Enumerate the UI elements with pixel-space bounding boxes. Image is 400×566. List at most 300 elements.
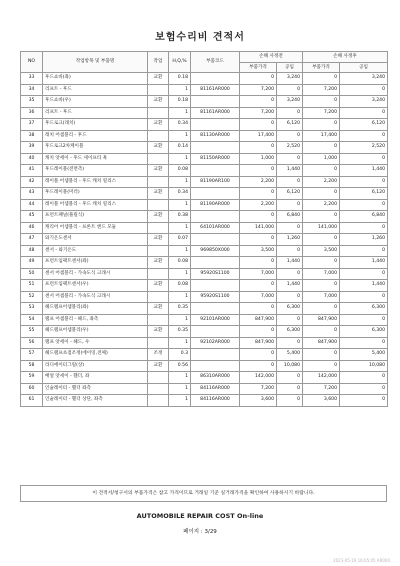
row-no: 58: [21, 360, 43, 372]
disclaimer-note: 이 견적서/청구서의 부품가격은 참고 가격이므로 거래일 기준 실거래가격을 확인하여 사용하시기 바랍니다.: [20, 485, 387, 502]
row-no: 46: [21, 222, 43, 234]
row-item: 센서 - 와기온도: [43, 245, 148, 257]
table-row: [21, 337, 388, 349]
row-after-part: 0: [303, 165, 340, 177]
row-no: 39: [21, 142, 43, 154]
row-before-labor: 0: [277, 84, 303, 96]
row-before-labor: 0: [277, 291, 303, 303]
header-code: 부품코드: [191, 52, 240, 73]
row-code: [191, 142, 240, 154]
row-no: 47: [21, 234, 43, 246]
row-no: 34: [21, 84, 43, 96]
document-title: 보험수리비 견적서: [155, 32, 245, 43]
row-hrs: 0.18: [169, 73, 191, 85]
row-work: 교환: [148, 303, 169, 315]
row-item: 와기온도센서: [43, 234, 148, 246]
table-row: [21, 349, 388, 361]
row-item: 램프 앗세이 - 헤드, 우: [43, 337, 148, 349]
row-code: 81150AR000: [191, 153, 240, 165]
row-after-labor: 1,440: [340, 280, 388, 292]
row-hrs: 1: [169, 222, 191, 234]
row-hrs: 1: [169, 130, 191, 142]
row-after-labor: 0: [340, 176, 388, 188]
header-after-labor: 공임: [340, 62, 388, 73]
row-after-part: 0: [303, 188, 340, 200]
row-work: [148, 222, 169, 234]
row-item: 램프 어셈블리 - 헤드, 좌측: [43, 314, 148, 326]
row-after-part: 7,000: [303, 291, 340, 303]
table-row: [21, 165, 388, 177]
table-row: [21, 84, 388, 96]
row-hrs: 1: [169, 314, 191, 326]
row-no: 49: [21, 257, 43, 269]
row-before-labor: 0: [277, 130, 303, 142]
row-before-labor: 6,300: [277, 303, 303, 315]
row-hrs: 1: [169, 383, 191, 395]
row-before-labor: 5,400: [277, 349, 303, 361]
row-hrs: 1: [169, 245, 191, 257]
row-after-part: 0: [303, 96, 340, 108]
row-code: [191, 119, 240, 131]
row-after-labor: 5,400: [340, 349, 388, 361]
table-row: [21, 395, 388, 407]
row-after-labor: 0: [340, 291, 388, 303]
row-no: 41: [21, 165, 43, 177]
estimate-table: [20, 51, 388, 407]
row-no: 61: [21, 395, 43, 407]
row-item: 헤드램프초점조정(에이밍,전체): [43, 349, 148, 361]
table-row: [21, 176, 388, 188]
row-no: 48: [21, 245, 43, 257]
row-before-labor: 1,440: [277, 257, 303, 269]
row-after-labor: 0: [340, 130, 388, 142]
row-before-labor: 3,240: [277, 96, 303, 108]
row-after-labor: 0: [340, 314, 388, 326]
header-item: 작업항목 및 부품명: [43, 52, 148, 73]
row-item: 레이블 어셈블리 - 후드 캐치 릴리스: [43, 199, 148, 211]
table-row: [21, 199, 388, 211]
row-hrs: 1: [169, 268, 191, 280]
row-before-part: 141,000: [240, 222, 277, 234]
row-after-part: 2,200: [303, 176, 340, 188]
row-hrs: 1: [169, 291, 191, 303]
row-after-part: 0: [303, 360, 340, 372]
row-before-labor: 0: [277, 222, 303, 234]
row-no: 40: [21, 153, 43, 165]
row-before-part: 0: [240, 326, 277, 338]
row-after-labor: 1,260: [340, 234, 388, 246]
table-row: [21, 383, 388, 395]
row-before-labor: 0: [277, 153, 303, 165]
row-after-part: 3,500: [303, 245, 340, 257]
row-hrs: 0.08: [169, 165, 191, 177]
table-row: [21, 73, 388, 85]
row-item: 레이블 어셈블리 - 후드 캐치 릴리스: [43, 176, 148, 188]
row-after-part: 0: [303, 142, 340, 154]
row-item: 리프트 - 후드: [43, 84, 148, 96]
row-before-labor: 1,440: [277, 165, 303, 177]
row-after-labor: 6,120: [340, 188, 388, 200]
row-code: [191, 211, 240, 223]
row-code: [191, 257, 240, 269]
row-before-part: 3,600: [240, 395, 277, 407]
row-before-labor: 0: [277, 199, 303, 211]
row-before-part: 847,900: [240, 337, 277, 349]
table-row: [21, 245, 388, 257]
row-after-labor: 1,440: [340, 257, 388, 269]
row-no: 37: [21, 119, 43, 131]
row-code: [191, 349, 240, 361]
row-before-part: 0: [240, 303, 277, 315]
row-after-labor: 6,120: [340, 119, 388, 131]
row-work: [148, 291, 169, 303]
row-before-labor: 0: [277, 337, 303, 349]
header-before-part: 부품가격: [240, 62, 277, 73]
row-item: 후드레이블(전면측): [43, 165, 148, 177]
row-after-part: 847,900: [303, 337, 340, 349]
row-no: 44: [21, 199, 43, 211]
row-after-part: 0: [303, 211, 340, 223]
row-before-labor: 6,840: [277, 211, 303, 223]
row-after-part: 0: [303, 257, 340, 269]
table-row: [21, 372, 388, 384]
row-after-part: 0: [303, 119, 340, 131]
table-row: [21, 119, 388, 131]
row-no: 54: [21, 314, 43, 326]
row-after-labor: 0: [340, 268, 388, 280]
row-item: 배얼 앗세이 - 휀더, 좌: [43, 372, 148, 384]
row-hrs: 1: [169, 395, 191, 407]
row-before-part: 0: [240, 165, 277, 177]
row-code: 64101AR000: [191, 222, 240, 234]
footer-title: AUTOMOBILE REPAIR COST On-line: [136, 512, 264, 520]
row-after-labor: 10,080: [340, 360, 388, 372]
table-row: [21, 130, 388, 142]
row-code: 81130AR000: [191, 130, 240, 142]
table-row: [21, 153, 388, 165]
row-item: 센서 어셈블리 - 가속도식 크래시: [43, 268, 148, 280]
row-hrs: 0.3: [169, 349, 191, 361]
row-item: 후드쇼바(좌): [43, 73, 148, 85]
row-item: 리프트 - 후드: [43, 107, 148, 119]
row-before-part: 7,200: [240, 383, 277, 395]
row-code: [191, 280, 240, 292]
header-before-labor: 공임: [277, 62, 303, 73]
row-after-labor: 0: [340, 107, 388, 119]
row-work: 교환: [148, 211, 169, 223]
row-work: [148, 153, 169, 165]
row-hrs: 0.18: [169, 96, 191, 108]
row-hrs: 0.35: [169, 303, 191, 315]
row-hrs: 1: [169, 337, 191, 349]
row-hrs: 0.38: [169, 211, 191, 223]
row-before-labor: 0: [277, 383, 303, 395]
row-before-part: 0: [240, 280, 277, 292]
row-code: [191, 326, 240, 338]
row-code: 95920S1100: [191, 291, 240, 303]
table-row: [21, 314, 388, 326]
row-item: 후드쇼바(우): [43, 96, 148, 108]
row-code: 92102AR000: [191, 337, 240, 349]
row-no: 43: [21, 188, 43, 200]
row-item: 헤드램프어셈블리(우): [43, 326, 148, 338]
row-code: 81161AR000: [191, 84, 240, 96]
row-after-part: 7,200: [303, 383, 340, 395]
row-after-labor: 1,440: [340, 165, 388, 177]
timestamp-stamp: 2023-05-19 16:05:05 AR000: [333, 558, 390, 563]
row-before-part: 0: [240, 360, 277, 372]
row-before-labor: 0: [277, 107, 303, 119]
row-before-part: 17,400: [240, 130, 277, 142]
row-work: [148, 107, 169, 119]
row-hrs: 0.08: [169, 280, 191, 292]
row-item: 인슐레이터 - 휀더 좌측: [43, 383, 148, 395]
table-row: [21, 222, 388, 234]
row-code: [191, 165, 240, 177]
row-code: [191, 188, 240, 200]
row-after-labor: 0: [340, 84, 388, 96]
row-work: 교환: [148, 360, 169, 372]
table-row: [21, 211, 388, 223]
row-before-labor: 0: [277, 395, 303, 407]
row-hrs: 0.34: [169, 119, 191, 131]
row-work: 교환: [148, 96, 169, 108]
row-hrs: 1: [169, 84, 191, 96]
table-row: [21, 268, 388, 280]
table-row: [21, 303, 388, 315]
row-hrs: 0.14: [169, 142, 191, 154]
row-after-part: 0: [303, 303, 340, 315]
row-after-labor: 0: [340, 337, 388, 349]
row-after-labor: 0: [340, 383, 388, 395]
row-after-labor: 6,840: [340, 211, 388, 223]
row-no: 60: [21, 383, 43, 395]
row-work: 조정: [148, 349, 169, 361]
row-work: [148, 372, 169, 384]
row-work: 교환: [148, 188, 169, 200]
row-before-part: 7,200: [240, 107, 277, 119]
row-after-labor: 3,240: [340, 96, 388, 108]
header-after-part: 부품가격: [303, 62, 340, 73]
row-before-part: 0: [240, 349, 277, 361]
table-row: [21, 360, 388, 372]
table-row: [21, 326, 388, 338]
row-code: 95920S1100: [191, 268, 240, 280]
row-hrs: 1: [169, 153, 191, 165]
row-item: 헤드램프어셈블리(좌): [43, 303, 148, 315]
row-after-part: 2,200: [303, 199, 340, 211]
row-code: 92101AR000: [191, 314, 240, 326]
row-hrs: 0.07: [169, 234, 191, 246]
row-before-part: 7,200: [240, 84, 277, 96]
header-work: 작업: [148, 52, 169, 73]
header-before: 손해 사정전: [240, 52, 303, 63]
table-row: [21, 280, 388, 292]
row-work: 교환: [148, 73, 169, 85]
row-code: 84116AR000: [191, 383, 240, 395]
row-item: 후드로크2차케이블: [43, 142, 148, 154]
row-after-labor: 3,240: [340, 73, 388, 85]
row-work: [148, 245, 169, 257]
row-before-part: 3,500: [240, 245, 277, 257]
row-no: 59: [21, 372, 43, 384]
row-work: 교환: [148, 280, 169, 292]
row-before-part: 0: [240, 142, 277, 154]
row-after-labor: 0: [340, 395, 388, 407]
row-before-part: 7,000: [240, 268, 277, 280]
row-hrs: 0.34: [169, 188, 191, 200]
row-work: 교환: [148, 326, 169, 338]
row-after-part: 7,200: [303, 107, 340, 119]
row-no: 56: [21, 337, 43, 349]
row-item: 프런트임팩트센서(좌): [43, 257, 148, 269]
header-after: 손해 사정후: [303, 52, 388, 63]
row-before-part: 2,200: [240, 199, 277, 211]
row-no: 57: [21, 349, 43, 361]
row-after-labor: 0: [340, 245, 388, 257]
row-work: 교환: [148, 257, 169, 269]
row-hrs: 0.56: [169, 360, 191, 372]
row-hrs: 1: [169, 372, 191, 384]
row-before-part: 0: [240, 234, 277, 246]
row-after-part: 0: [303, 73, 340, 85]
table-row: [21, 96, 388, 108]
table-row: [21, 291, 388, 303]
row-code: 969850X000: [191, 245, 240, 257]
row-item: 래치 어셈블리 - 후드: [43, 130, 148, 142]
row-before-part: 7,000: [240, 291, 277, 303]
row-no: 50: [21, 268, 43, 280]
row-after-part: 1,000: [303, 153, 340, 165]
row-before-labor: 0: [277, 176, 303, 188]
row-work: [148, 314, 169, 326]
table-body: [21, 73, 388, 407]
row-work: [148, 199, 169, 211]
row-no: 51: [21, 280, 43, 292]
row-before-labor: 0: [277, 314, 303, 326]
row-no: 55: [21, 326, 43, 338]
row-work: [148, 84, 169, 96]
row-work: [148, 383, 169, 395]
row-code: 81190AR000: [191, 199, 240, 211]
row-before-part: 0: [240, 73, 277, 85]
row-code: [191, 303, 240, 315]
row-before-labor: 10,080: [277, 360, 303, 372]
row-before-part: 0: [240, 119, 277, 131]
row-item: 후드레이블(미러): [43, 188, 148, 200]
row-before-part: 0: [240, 211, 277, 223]
row-before-labor: 6,120: [277, 188, 303, 200]
row-before-part: 847,900: [240, 314, 277, 326]
row-item: 프런트임팩트센서(우): [43, 280, 148, 292]
header-hrs: H,Q,%: [169, 52, 191, 73]
row-item: 센서 어셈블리 - 가속도식 크래시: [43, 291, 148, 303]
row-code: [191, 234, 240, 246]
row-before-part: 142,000: [240, 372, 277, 384]
row-after-part: 141,000: [303, 222, 340, 234]
row-before-labor: 0: [277, 245, 303, 257]
page-number: 페이지 : 3/29: [183, 529, 217, 535]
row-item: 프런트패널(풀릴식): [43, 211, 148, 223]
row-after-labor: 0: [340, 153, 388, 165]
table-row: [21, 234, 388, 246]
row-hrs: 1: [169, 107, 191, 119]
row-before-labor: 6,120: [277, 119, 303, 131]
row-code: [191, 73, 240, 85]
row-before-labor: 1,440: [277, 280, 303, 292]
row-after-part: 0: [303, 349, 340, 361]
row-no: 33: [21, 73, 43, 85]
table-row: [21, 257, 388, 269]
row-work: 교환: [148, 165, 169, 177]
row-code: 84116AR000: [191, 395, 240, 407]
row-before-part: 0: [240, 96, 277, 108]
row-hrs: 0.35: [169, 326, 191, 338]
row-after-part: 0: [303, 234, 340, 246]
row-after-part: 142,000: [303, 372, 340, 384]
row-hrs: 1: [169, 199, 191, 211]
row-code: [191, 360, 240, 372]
row-item: 라디에이터그릴(상): [43, 360, 148, 372]
row-item: 캐치 앗세이 - 후드 세이프티 훅: [43, 153, 148, 165]
row-work: [148, 337, 169, 349]
row-item: 후드로크(래치): [43, 119, 148, 131]
row-before-part: 0: [240, 188, 277, 200]
row-after-labor: 2,520: [340, 142, 388, 154]
row-after-labor: 6,300: [340, 303, 388, 315]
row-before-labor: 0: [277, 268, 303, 280]
row-no: 42: [21, 176, 43, 188]
row-before-labor: 2,520: [277, 142, 303, 154]
row-work: [148, 176, 169, 188]
row-code: 81190AR100: [191, 176, 240, 188]
row-no: 36: [21, 107, 43, 119]
row-after-part: 17,400: [303, 130, 340, 142]
row-after-labor: 0: [340, 199, 388, 211]
table-row: [21, 107, 388, 119]
row-work: 교환: [148, 142, 169, 154]
row-item: 인슐레이터 - 휀더 상단, 좌측: [43, 395, 148, 407]
row-before-labor: 6,300: [277, 326, 303, 338]
row-no: 53: [21, 303, 43, 315]
row-after-part: 0: [303, 326, 340, 338]
row-code: [191, 96, 240, 108]
row-no: 52: [21, 291, 43, 303]
row-hrs: 0.08: [169, 257, 191, 269]
row-after-part: 7,000: [303, 268, 340, 280]
row-hrs: 1: [169, 176, 191, 188]
row-before-labor: 3,240: [277, 73, 303, 85]
row-code: 81161AR000: [191, 107, 240, 119]
row-before-labor: 0: [277, 372, 303, 384]
table-row: [21, 188, 388, 200]
row-no: 38: [21, 130, 43, 142]
row-before-part: 1,000: [240, 153, 277, 165]
row-before-part: 2,200: [240, 176, 277, 188]
row-after-part: 3,600: [303, 395, 340, 407]
row-after-part: 0: [303, 280, 340, 292]
row-after-part: 7,200: [303, 84, 340, 96]
row-work: 교환: [148, 234, 169, 246]
row-no: 45: [21, 211, 43, 223]
row-after-part: 847,900: [303, 314, 340, 326]
row-before-labor: 1,260: [277, 234, 303, 246]
row-after-labor: 6,300: [340, 326, 388, 338]
row-after-labor: 0: [340, 222, 388, 234]
header-no: NO: [21, 52, 43, 73]
row-work: 교환: [148, 119, 169, 131]
row-work: [148, 268, 169, 280]
